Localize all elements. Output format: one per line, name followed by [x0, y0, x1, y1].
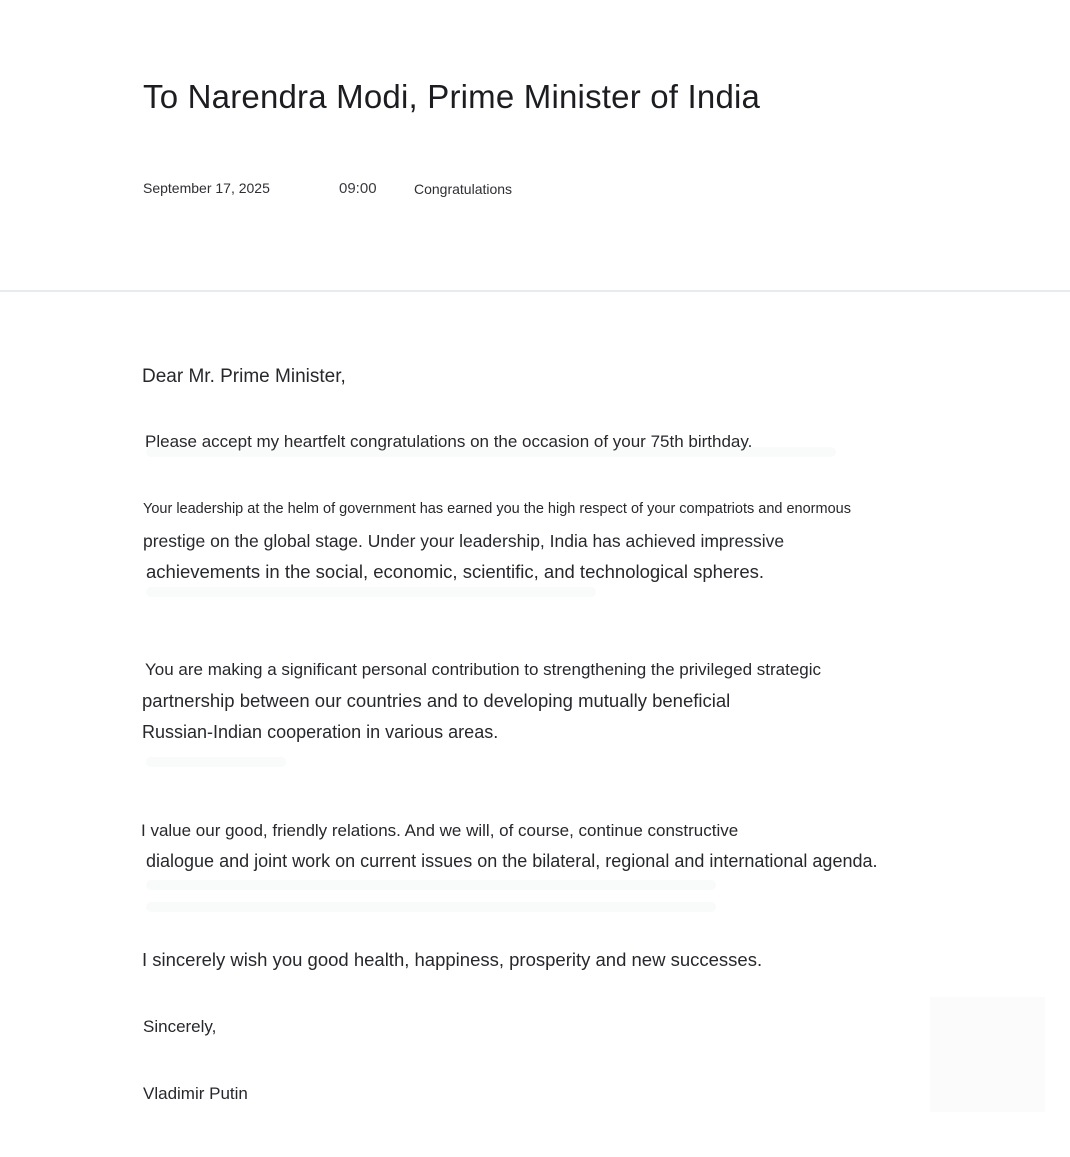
- faint-ghost-text: [146, 447, 836, 457]
- paragraph-2-line-2: prestige on the global stage. Under your leadership, India has achieved impressive: [143, 531, 785, 551]
- paragraph-2-line-3: achievements in the social, economic, scientific, and technological spheres.: [146, 561, 765, 582]
- paragraph-4-line-2: dialogue and joint work on current issues on the bilateral, regional and international agenda.: [146, 851, 878, 871]
- paragraph-3-line-1: You are making a significant personal contribution to strengthening the privileged strategic: [145, 660, 822, 679]
- closing-wish: I sincerely wish you good health, happiness, prosperity and new successes.: [142, 949, 763, 970]
- faint-ghost-text: [146, 902, 716, 912]
- blank-corner-panel: [930, 997, 1045, 1112]
- letter-header: [0, 0, 1070, 292]
- publication-date: September 17, 2025: [143, 180, 270, 196]
- faint-ghost-text: [146, 757, 286, 767]
- category-label: Congratulations: [414, 181, 513, 197]
- paragraph-1-line-1: Please accept my heartfelt congratulations on the occasion of your 75th birthday.: [145, 432, 753, 451]
- paragraph-3-line-3: Russian-Indian cooperation in various areas.: [142, 722, 499, 742]
- closing-phrase: Sincerely,: [143, 1017, 217, 1036]
- paragraph-4-line-1: I value our good, friendly relations. And we will, of course, continue constructive: [141, 821, 739, 840]
- paragraph-3-line-2: partnership between our countries and to developing mutually beneficial: [142, 690, 731, 711]
- paragraph-2-line-1: Your leadership at the helm of government has earned you the high respect of your compatriots and enormous: [143, 501, 851, 517]
- salutation: Dear Mr. Prime Minister,: [142, 366, 346, 387]
- signature-name: Vladimir Putin: [143, 1084, 248, 1103]
- letter-body: [0, 292, 1070, 1157]
- publication-time: 09:00: [339, 180, 377, 197]
- page-title: To Narendra Modi, Prime Minister of India: [143, 78, 761, 115]
- faint-ghost-text: [146, 880, 716, 890]
- faint-ghost-text: [146, 587, 596, 597]
